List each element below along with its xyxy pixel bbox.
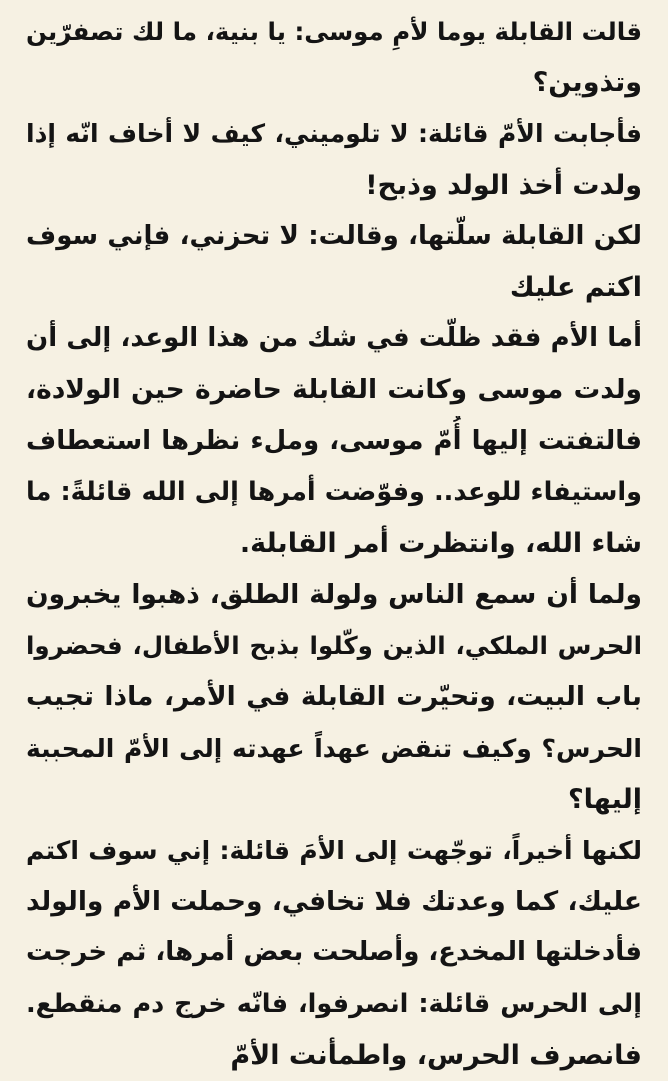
text-line: شاء الله، وانتظرت أمر القابلة. bbox=[239, 527, 642, 559]
text-line: لكنها أخيراً، توجّهت إلى الأمَ قائلة: إني سوف اكتم bbox=[26, 836, 642, 865]
text-line: ولدت أخذ الولد وذبح! bbox=[365, 169, 642, 201]
text-line: لكن القابلة سلّتها، وقالت: لا تحزني، فإني سوف bbox=[26, 220, 642, 251]
text-line: واستيفاء للوعد.. وفوّضت أمرها إلى الله قائلةً: ما bbox=[26, 476, 642, 507]
text-line: فأجابت الأمّ قائلة: لا تلوميني، كيف لا أخاف انّه إذا bbox=[26, 119, 642, 149]
text-line: فأدخلتها المخدع، وأصلحت بعض أمرها، ثم خرجت bbox=[26, 937, 642, 968]
text-line: إلى الحرس قائلة: انصرفوا، فانّه خرج دم منقطع. bbox=[26, 988, 642, 1019]
text-line: اكتم عليك bbox=[509, 271, 642, 303]
text-line: باب البيت، وتحيّرت القابلة في الأمر، ماذا تجيب bbox=[26, 681, 642, 713]
text-line: إليها؟ bbox=[567, 783, 642, 815]
text-line: ولدت موسى وكانت القابلة حاضرة حين الولادة، bbox=[26, 374, 642, 406]
text-line: فالتفتت إليها أُمّ موسى، وملء نظرها استعطاف bbox=[26, 425, 642, 456]
text-line: أما الأم فقد ظلّت في شك من هذا الوعد، إلى أن bbox=[26, 323, 642, 354]
text-line: ولما أن سمع الناس ولولة الطلق، ذهبوا يخبرون bbox=[26, 579, 642, 611]
text-line: عليك، كما وعدتك فلا تخافي، وحملت الأم والولد bbox=[26, 886, 642, 918]
text-line: الحرس؟ وكيف تنقض عهداً عهدته إلى الأمّ المحببة bbox=[26, 733, 642, 763]
text-line: قالت القابلة يوما لأمِ موسى: يا بنية، ما لك تصفرّين bbox=[26, 17, 642, 46]
text-line: فانصرف الحرس، واطمأنت الأمّ bbox=[230, 1039, 642, 1071]
text-line: الحرس الملكي، الذين وكّلوا بذبح الأطفال، فحضروا bbox=[26, 631, 642, 661]
text-line: وتذوين؟ bbox=[532, 67, 642, 99]
